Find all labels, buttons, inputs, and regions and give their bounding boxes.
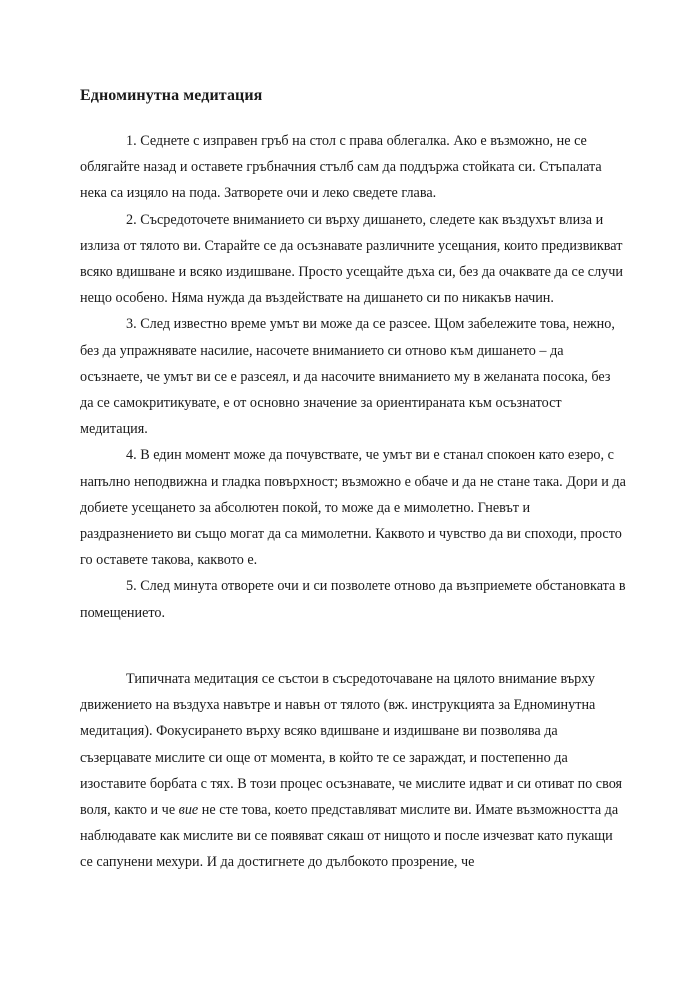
step-1: 1. Седнете с изправен гръб на стол с права облегалка. Ако е възможно, не се облягайте назад и оставете гръбначния стълб сам да поддържа стойката си. Стъпалата нека са изцяло на пода. Затворете очи и леко сведете глава. [80,133,602,202]
page-title: Едноминутна медитация [80,87,263,104]
step-3: 3. След известно време умът ви може да се разсее. Щом забележите това, нежно, без да упражнявате насилие, насочете вниманието си отново към дишането – да осъзнаете, че умът ви се е разсеял, и да насочите вниманието му в желаната посока, без да се самокритикувате, е от основно значение за ориентираната към осъзнатост медитация. [80,316,615,438]
instruction-steps [80,128,626,626]
step-2: 2. Съсредоточете вниманието си върху дишането, следете как въздухът влиза и излиза от тялото ви. Старайте се да осъзнавате различните усещания, които предизвикват всяко вдишване и всяко издишване. Просто усещайте дъха си, без да очаквате да се случи нещо особено. Няма нужда да въздействате на дишането си по никакъв начин. [80,211,624,307]
essay-text-end: не сте това, което представляват мислите ви. Имате възможността да наблюдавате как мислите ви се появяват сякаш от нищото и после изчезват като пукащи се сапунени мехури. И да достигнете до дълбокото прозрение, че [80,802,619,871]
essay-emphasis: вие [178,802,199,819]
essay-text-start: Типичната медитация се състои в съсредоточаване на цялото внимание върху движението на въздуха навътре и навън от тялото (вж. инструкцията за Едноминутна медитация). Фокусирането върху всяко вдишване и издишване ви позволява да съзерцавате мислите си още от момента, в който те се зараждат, и постепенно да изоставите борбата с тях. В този процес осъзнавате, че мислите идват и си отиват по своя воля, както и че [80,671,623,819]
essay-paragraph [80,666,626,876]
step-5: 5. След минута отворете очи и си позволете отново да възприемете обстановката в помещението. [80,578,626,621]
step-4: 4. В един момент може да почувствате, че умът ви е станал спокоен като езеро, с напълно неподвижна и гладка повърхност; възможно е обаче и да не стане така. Дори и да добиете усещането за абсолютен покой, то може да е мимолетно. Гневът и раздразнението ви също могат да са мимолетни. Каквото и чувство да ви споходи, просто го оставете такова, каквото е. [80,447,626,569]
essay-section [80,666,626,876]
